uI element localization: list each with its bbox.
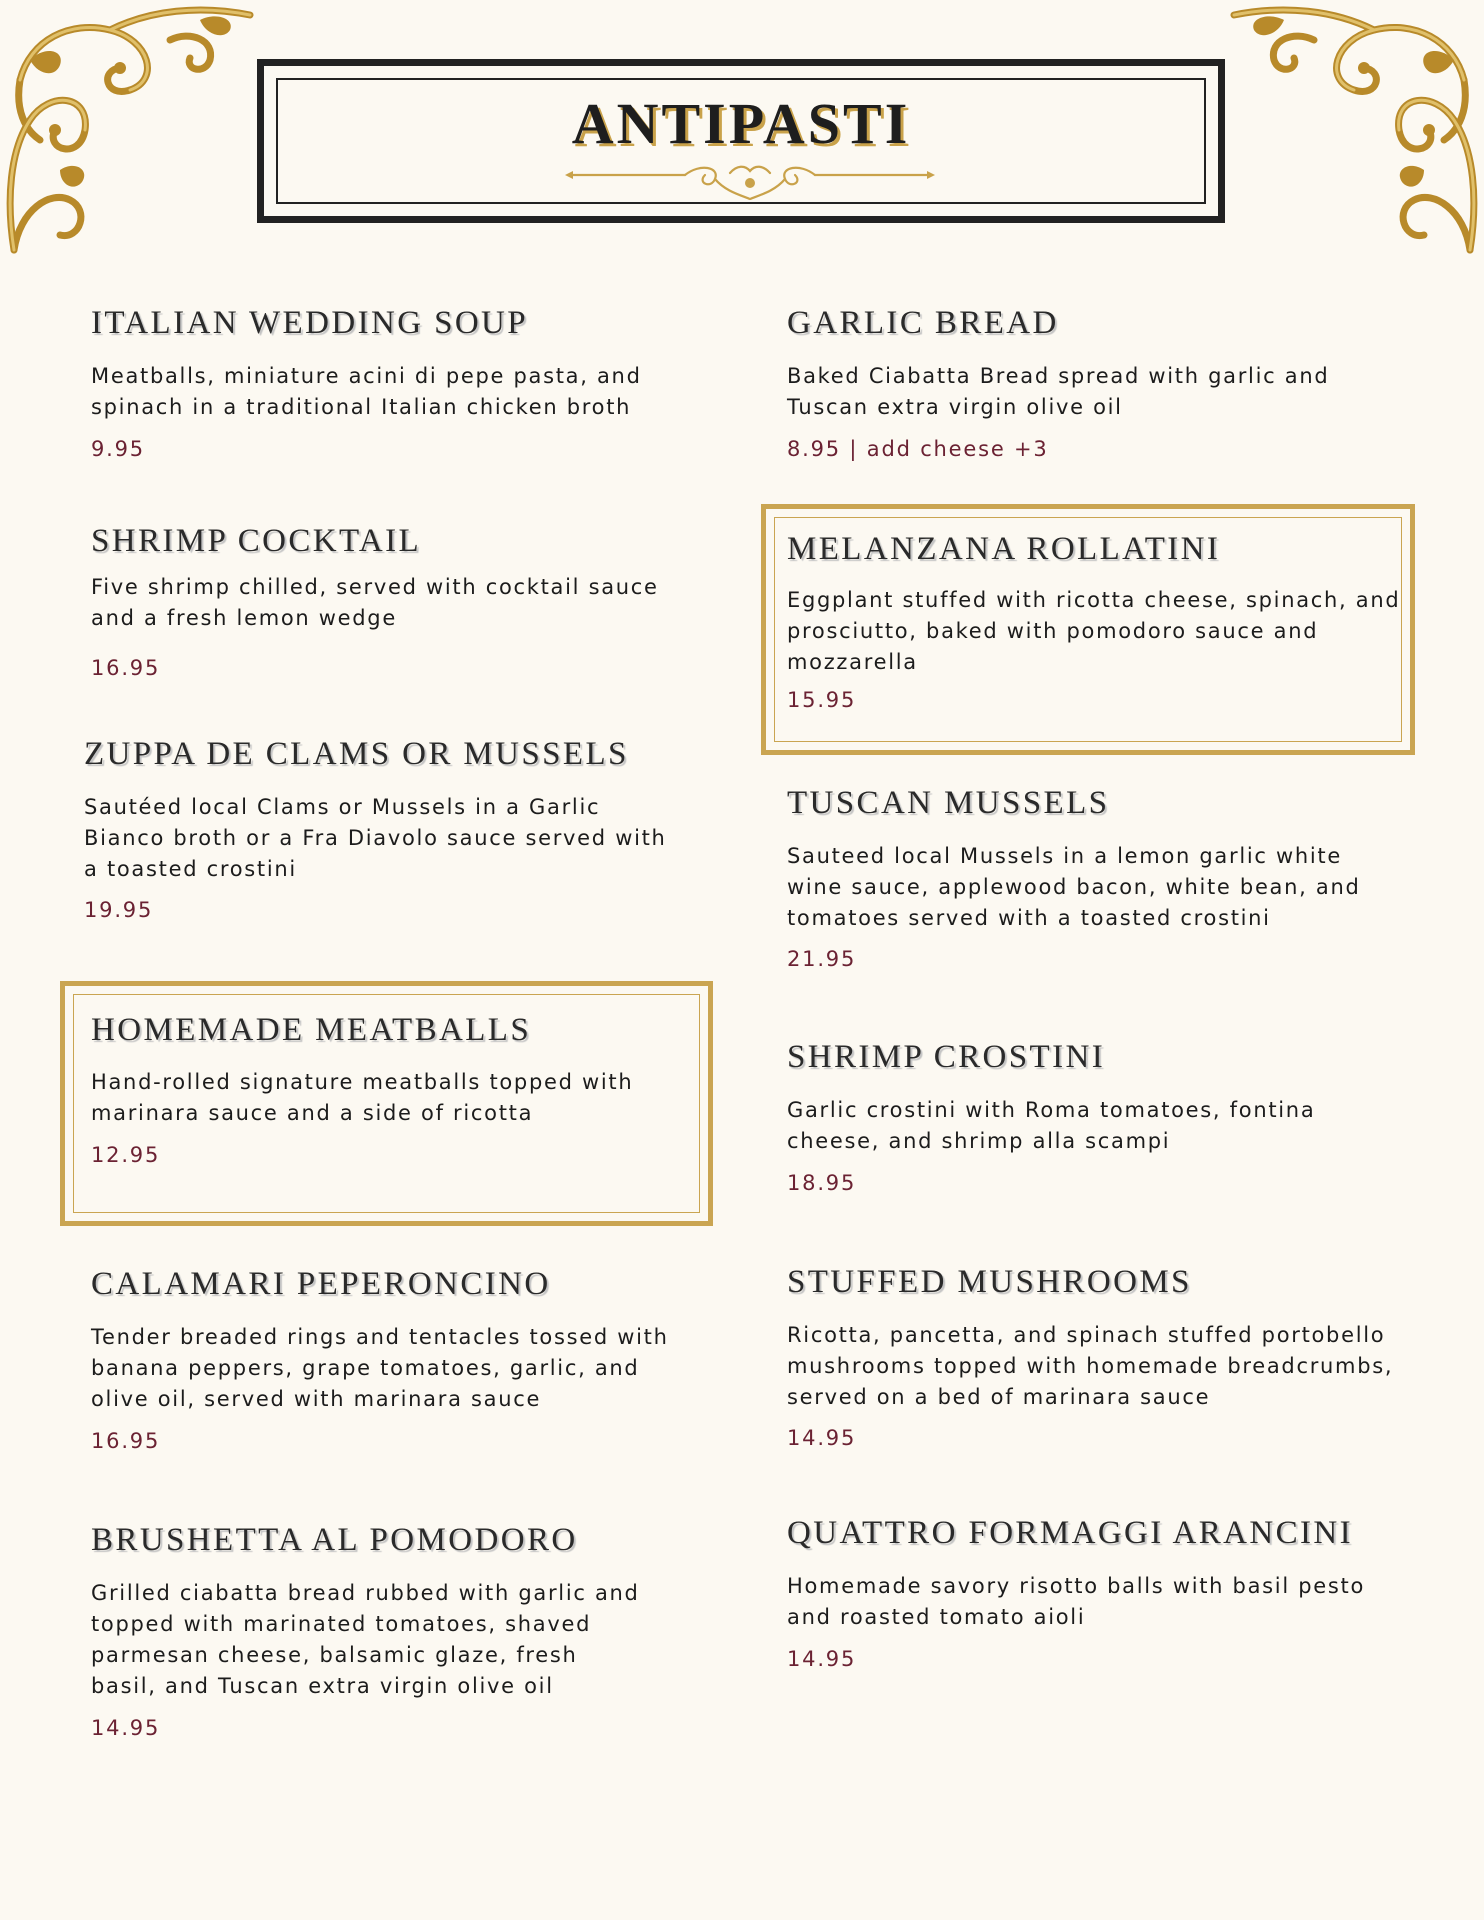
menu-item-description: Five shrimp chilled, served with cocktail sauce and a fresh lemon wedge bbox=[91, 575, 659, 630]
menu-item bbox=[91, 1522, 691, 1740]
menu-item-name: ITALIAN WEDDING SOUP bbox=[91, 305, 529, 341]
menu-item-name: GARLIC BREAD bbox=[787, 305, 1059, 341]
baroque-corner-ornament-right-icon bbox=[1224, 0, 1484, 262]
menu-item bbox=[787, 531, 1407, 712]
menu-item-price: 9.95 bbox=[91, 437, 145, 461]
menu-item-price: 14.95 bbox=[91, 1716, 161, 1740]
menu-item bbox=[787, 1264, 1407, 1450]
baroque-corner-ornament-left-icon bbox=[0, 0, 260, 262]
menu-item-name: BRUSHETTA AL POMODORO bbox=[91, 1522, 578, 1558]
menu-item-name: SHRIMP CROSTINI bbox=[787, 1039, 1106, 1075]
menu-item-name: CALAMARI PEPERONCINO bbox=[91, 1266, 551, 1302]
menu-item-name: HOMEMADE MEATBALLS bbox=[91, 1012, 532, 1048]
menu-item bbox=[91, 305, 691, 461]
menu-item bbox=[84, 736, 704, 922]
menu-item-price: 14.95 bbox=[787, 1426, 857, 1450]
menu-item-description: Eggplant stuffed with ricotta cheese, spinach, and prosciutto, baked with pomodoro sauce and mozzarella bbox=[787, 588, 1401, 674]
menu-item-name: QUATTRO FORMAGGI ARANCINI bbox=[787, 1515, 1354, 1551]
menu-item-description: Baked Ciabatta Bread spread with garlic and Tuscan extra virgin olive oil bbox=[787, 364, 1330, 419]
flourish-divider-icon bbox=[565, 161, 935, 205]
menu-item-name: STUFFED MUSHROOMS bbox=[787, 1264, 1192, 1300]
menu-item-name: SHRIMP COCKTAIL bbox=[91, 523, 422, 559]
menu-item-price: 8.95 | add cheese +3 bbox=[787, 437, 1049, 461]
menu-item-description: Sauteed local Mussels in a lemon garlic white wine sauce, applewood bacon, white bean, and tomatoes served with a toasted crostini bbox=[787, 844, 1361, 930]
menu-item-description: Meatballs, miniature acini di pepe pasta, and spinach in a traditional Italian chicken broth bbox=[91, 364, 642, 419]
menu-item-price: 12.95 bbox=[91, 1143, 161, 1167]
menu-item bbox=[91, 1266, 711, 1453]
menu-item bbox=[787, 1515, 1447, 1671]
menu-item bbox=[787, 785, 1407, 971]
menu-item-description: Ricotta, pancetta, and spinach stuffed portobello mushrooms topped with homemade breadcrumbs, served on a bed of marinara sauce bbox=[787, 1323, 1394, 1409]
menu-title-frame bbox=[257, 59, 1225, 223]
menu-item-description: Tender breaded rings and tentacles tossed with banana peppers, grape tomatoes, garlic, and olive oil, served with marinara sauce bbox=[91, 1325, 669, 1411]
menu-item-description: Hand-rolled signature meatballs topped with marinara sauce and a side of ricotta bbox=[91, 1070, 634, 1125]
menu-item-price: 16.95 bbox=[91, 656, 161, 680]
menu-item-name: TUSCAN MUSSELS bbox=[787, 785, 1110, 821]
menu-item bbox=[787, 1039, 1407, 1195]
menu-item-price: 19.95 bbox=[84, 898, 154, 922]
menu-item-description: Homemade savory risotto balls with basil pesto and roasted tomato aioli bbox=[787, 1574, 1366, 1629]
menu-item-description: Garlic crostini with Roma tomatoes, fontina cheese, and shrimp alla scampi bbox=[787, 1098, 1316, 1153]
menu-item bbox=[91, 1012, 691, 1167]
menu-item-price: 15.95 bbox=[787, 688, 857, 712]
menu-item-price: 16.95 bbox=[91, 1429, 161, 1453]
menu-item-price: 14.95 bbox=[787, 1647, 857, 1671]
menu-item-price: 18.95 bbox=[787, 1171, 857, 1195]
menu-item-description: Sautéed local Clams or Mussels in a Garlic Bianco broth or a Fra Diavolo sauce served with a toasted crostini bbox=[84, 795, 667, 881]
menu-section-title: ANTIPASTI bbox=[571, 91, 911, 156]
menu-item-name: ZUPPA DE CLAMS OR MUSSELS bbox=[84, 736, 629, 772]
menu-item bbox=[91, 523, 691, 680]
menu-item bbox=[787, 305, 1407, 461]
menu-item-name: MELANZANA ROLLATINI bbox=[787, 531, 1221, 567]
menu-item-price: 21.95 bbox=[787, 947, 857, 971]
menu-item-description: Grilled ciabatta bread rubbed with garlic and topped with marinated tomatoes, shaved parmesan cheese, balsamic glaze, fresh basil, and Tuscan extra virgin olive oil bbox=[91, 1581, 640, 1698]
